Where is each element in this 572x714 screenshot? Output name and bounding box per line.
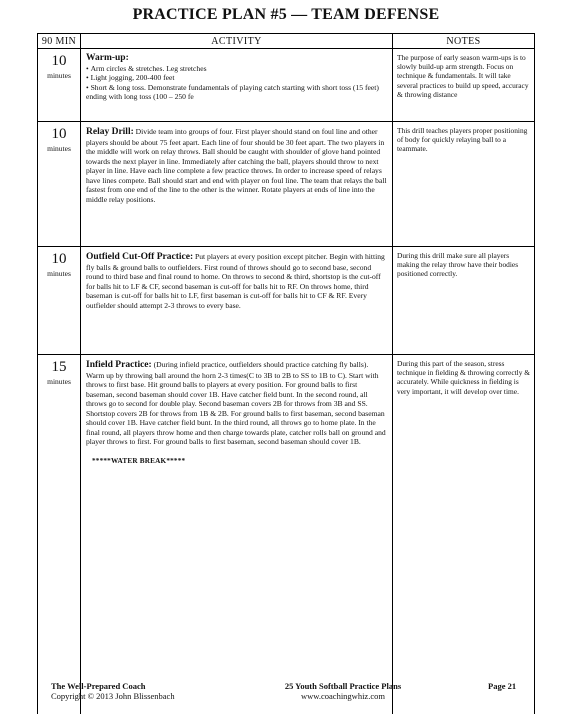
- footer-website: www.coachingwhiz.com: [301, 691, 385, 701]
- time-cell: [38, 122, 81, 247]
- activity-heading: Relay Drill:: [86, 127, 134, 137]
- page-number: Page 21: [488, 681, 517, 691]
- water-break-label: *****WATER BREAK*****: [92, 456, 186, 465]
- list-item: • Short & long toss. Demonstrate fundamentals of playing catch starting with short toss (15 feet) ending with long toss (100 – 250 fe: [86, 83, 387, 102]
- activity-heading: Warm-up:: [86, 53, 129, 63]
- header-notes: NOTES: [393, 34, 535, 49]
- activity-bullet-list: [86, 64, 387, 102]
- time-cell: [38, 355, 81, 714]
- footer-book-title: The Well-Prepared Coach: [51, 681, 146, 691]
- duration-value: 10: [51, 53, 67, 69]
- duration-unit: minutes: [47, 269, 71, 278]
- notes-cell: This drill teaches players proper positioning of body for quickly relaying ball to a teammate.: [393, 122, 535, 247]
- activity-heading: Outfield Cut-Off Practice:: [86, 252, 194, 262]
- notes-cell: During this drill make sure all players making the relay throw have their bodies positioned correctly.: [393, 247, 535, 355]
- duration-value: 15: [51, 359, 67, 375]
- footer-copyright: Copyright © 2013 John Blissenbach: [51, 691, 175, 701]
- activity-description: Put players at every position except pitcher. Begin with hitting fly balls & ground balls to outfielders. First round of throws should go to second base, second round to third base and final round to home. On throws to second & third, shortstop is the cut-off for balls hit to LF & CF, second baseman is cut-off for balls hit to RF. On throws home, third baseman is cut-off for balls hit to LF, first baseman is cut-off for balls hit to CF & RF. Every outfielder should attempt 2-3 throws to every base.: [86, 252, 385, 310]
- activity-heading: Infield Practice:: [86, 360, 152, 370]
- activity-description: (During infield practice, outfielders should practice catching fly balls). Warm up by throwing ball around the horn 2-3 times(C to 3B to 2B to SS to 1B to C). Start with throws to first base. Hit ground balls to players at every position. For ground balls to first baseman, second baseman should cover 1B. Have catcher field bunt. In the second round, all throws go to second for double play. Second baseman covers 2B for throws from 3B and SS. Shortstop covers 2B for throws from 1B & 2B. For ground balls to first baseman, second baseman should cover 1B. Have catcher field bunt. In the third round, all throws go to home plate. In the final round, all players throw home and then charge towards plate, catcher rolls ball on ground and player throws to first. For ground balls to first baseman, second baseman should cover 1B.: [86, 360, 386, 446]
- header-time: 90 MIN: [38, 34, 81, 49]
- activity-cell: [81, 49, 393, 122]
- notes-cell: The purpose of early season warm-ups is to slowly build-up arm strength. Focus on technique & fundamentals. It will take several practices to build up speed, accuracy & throwing distance: [393, 49, 535, 122]
- table-row: [38, 355, 535, 714]
- footer-center: [248, 681, 438, 701]
- time-cell: [38, 49, 81, 122]
- table-header-row: [38, 34, 535, 49]
- duration-unit: minutes: [47, 377, 71, 386]
- page-title: PRACTICE PLAN #5 — TEAM DEFENSE: [132, 6, 440, 23]
- duration-value: 10: [51, 251, 67, 267]
- notes-cell: During this part of the season, stress technique in fielding & throwing correctly & accurately. While quickness in fielding is very important, it will develop over time.: [393, 355, 535, 714]
- activity-cell: [81, 122, 393, 247]
- duration-unit: minutes: [47, 71, 71, 80]
- header-activity: ACTIVITY: [81, 34, 393, 49]
- table-row: [38, 122, 535, 247]
- activity-cell: [81, 247, 393, 355]
- activity-description: Divide team into groups of four. First player should stand on foul line and other players should be about 75 feet apart. Each line of four should be 30 feet apart. The two players in the middle will work on relay throws. Ball should be caught with shoulder of glove hand pointed towards the next player in line. Immediately after catching the ball, players should throw to next player in line. Have each line complete a few practice throws. In order to increase speed of relays have lines compete. Ball should start and end with player on foul line. The team that relays the ball fastest from one end of the line to the other is the winner. Rotate players at ends of line into the middle relay positions.: [86, 127, 387, 204]
- table-row: [38, 247, 535, 355]
- activity-cell: [81, 355, 393, 714]
- footer-left: [51, 681, 175, 701]
- duration-value: 10: [51, 126, 67, 142]
- duration-unit: minutes: [47, 144, 71, 153]
- time-cell: [38, 247, 81, 355]
- list-item: • Light jogging, 200-400 feet: [86, 73, 387, 83]
- table-row: [38, 49, 535, 122]
- footer-series-title: 25 Youth Softball Practice Plans: [284, 681, 402, 691]
- list-item: • Arm circles & stretches. Leg stretches: [86, 64, 387, 74]
- practice-plan-table: [37, 33, 535, 714]
